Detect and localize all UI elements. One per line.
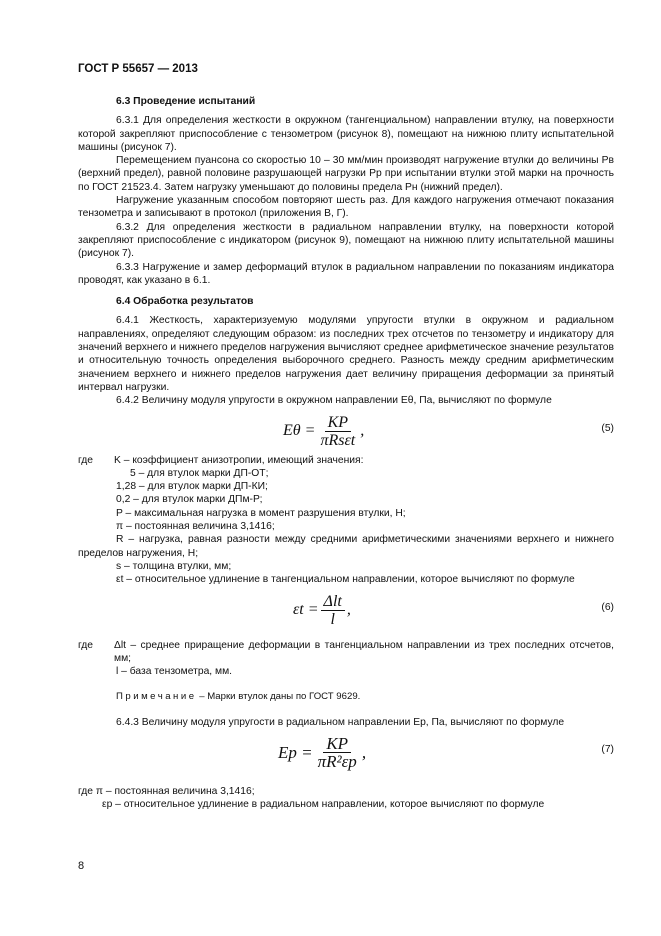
formula-lhs: Eθ = [283,422,316,440]
formula-5 [78,412,614,450]
definition: где π – постоянная величина 3,1416; [78,785,255,797]
section-6-4-title: 6.4 Обработка результатов [116,296,254,308]
definition: π – постоянная величина 3,1416; [116,521,275,533]
formula-denominator: l [330,610,335,628]
definition-item: 1,28 – для втулок марки ДП-КИ; [116,481,268,493]
page-number: 8 [78,860,85,872]
document-body [78,95,614,812]
paragraph: Перемещением пуансона со скоростью 10 – 30 мм/мин производят нагружение втулки до величины Pв (верхний предел), равной половине разрушающей нагрузки Pр при испытании втулки этой марки на прочность по ГОСТ 21523.4. Затем нагрузку уменьшают до половины предела Pн (нижний предел). [78,155,614,193]
formula-numerator: KP [323,735,351,753]
note-text: – Марки втулок даны по ГОСТ 9629. [196,691,361,703]
paragraph: 6.3.1 Для определения жесткости в окружном (тангенциальном) направлении втулку, на поверхности которой закрепляют приспособление с тензометром (рисунок 8), помещают на нижнюю плиту испытательной машины (рисунок 7). [78,115,614,153]
where-label: где [78,639,94,651]
where-block [78,454,614,467]
formula-number: (6) [601,601,614,613]
formula-numerator: KP [325,414,351,432]
where-block [78,639,614,666]
formula-number: (5) [601,422,614,434]
section-6-3-title: 6.3 Проведение испытаний [116,96,256,107]
definition: εр – относительное удлинение в радиальном направлении, которое вычисляют по формуле [102,799,545,811]
formula-denominator: πR²εp [317,751,357,771]
definition: l – база тензометра, мм. [116,666,233,678]
formula-tail: , [361,742,367,762]
formula-6 [78,591,614,635]
formula-number: (7) [601,743,614,755]
definition: R – нагрузка, равная разности между средними арифметическими значениями верхнего и нижнего пределов нагружения, Н; [78,534,614,559]
formula-7 [78,733,614,781]
definition: εt – относительное удлинение в тангенциальном направлении, которое вычисляют по формуле [116,574,575,586]
where-label: где [78,454,94,466]
document-header: ГОСТ Р 55657 — 2013 [78,63,198,75]
formula-numerator: Δlt [321,593,345,611]
paragraph: 6.3.2 Для определения жесткости в радиальном направлении втулку, на поверхности которой закрепляют приспособление с индикатором (рисунок 9), помещают на нижнюю плиту испытательной машины (рисунок 7). [78,221,614,260]
formula-tail: , [346,601,351,619]
formula-fraction [315,735,360,770]
definition: K – коэффициент анизотропии, имеющий значения: [114,454,364,466]
definition-item: 5 – для втулок марки ДП-ОТ; [130,467,269,479]
note-label: Примечание [116,691,197,703]
paragraph: Нагружение указанным способом повторяют шесть раз. Для каждого нагружения отмечают показания тензометра и записывают в протокол (приложения В, Г). [78,195,614,220]
definition: s – толщина втулки, мм; [116,560,232,572]
formula-tail: , [360,422,365,440]
definition: Δlt – среднее приращение деформации в тангенциальном направлении из трех последних отсчетов, мм; [114,639,614,664]
formula-lhs: Ep = [278,742,313,762]
paragraph: 6.4.1 Жесткость, характеризуемую модулями упругости втулки в окружном и радиальном направлениях, определяют следующим образом: из последних трех отсчетов по тензометру и индикатору для значений верхнего и нижнего пределов нагружения вычисляют среднее арифметическое значение результатов и относительную точность определения выборочного среднего. Разность между средним арифметическим значением верхнего и нижнего пределов нагружения дает величину приращения деформации за принятый интервал нагрузки. [78,315,615,393]
note [116,690,614,703]
definition-item: 0,2 – для втулок марки ДПм-Р; [116,494,263,506]
paragraph: 6.3.3 Нагружение и замер деформаций втулок в радиальном направлении по показаниям индикатора проводят, как указано в 6.1. [78,261,614,286]
paragraph: 6.4.3 Величину модуля упругости в радиальном направлении Eр, Па, вычисляют по формуле [116,716,565,728]
formula-lhs: εt = [293,601,319,619]
formula-fraction [321,593,345,628]
formula-denominator: πRsεt [320,431,356,449]
paragraph: 6.4.2 Величину модуля упругости в окружном направлении Eθ, Па, вычисляют по формуле [116,395,552,407]
definition: P – максимальная нагрузка в момент разрушения втулки, Н; [116,507,406,519]
formula-fraction [317,414,358,449]
